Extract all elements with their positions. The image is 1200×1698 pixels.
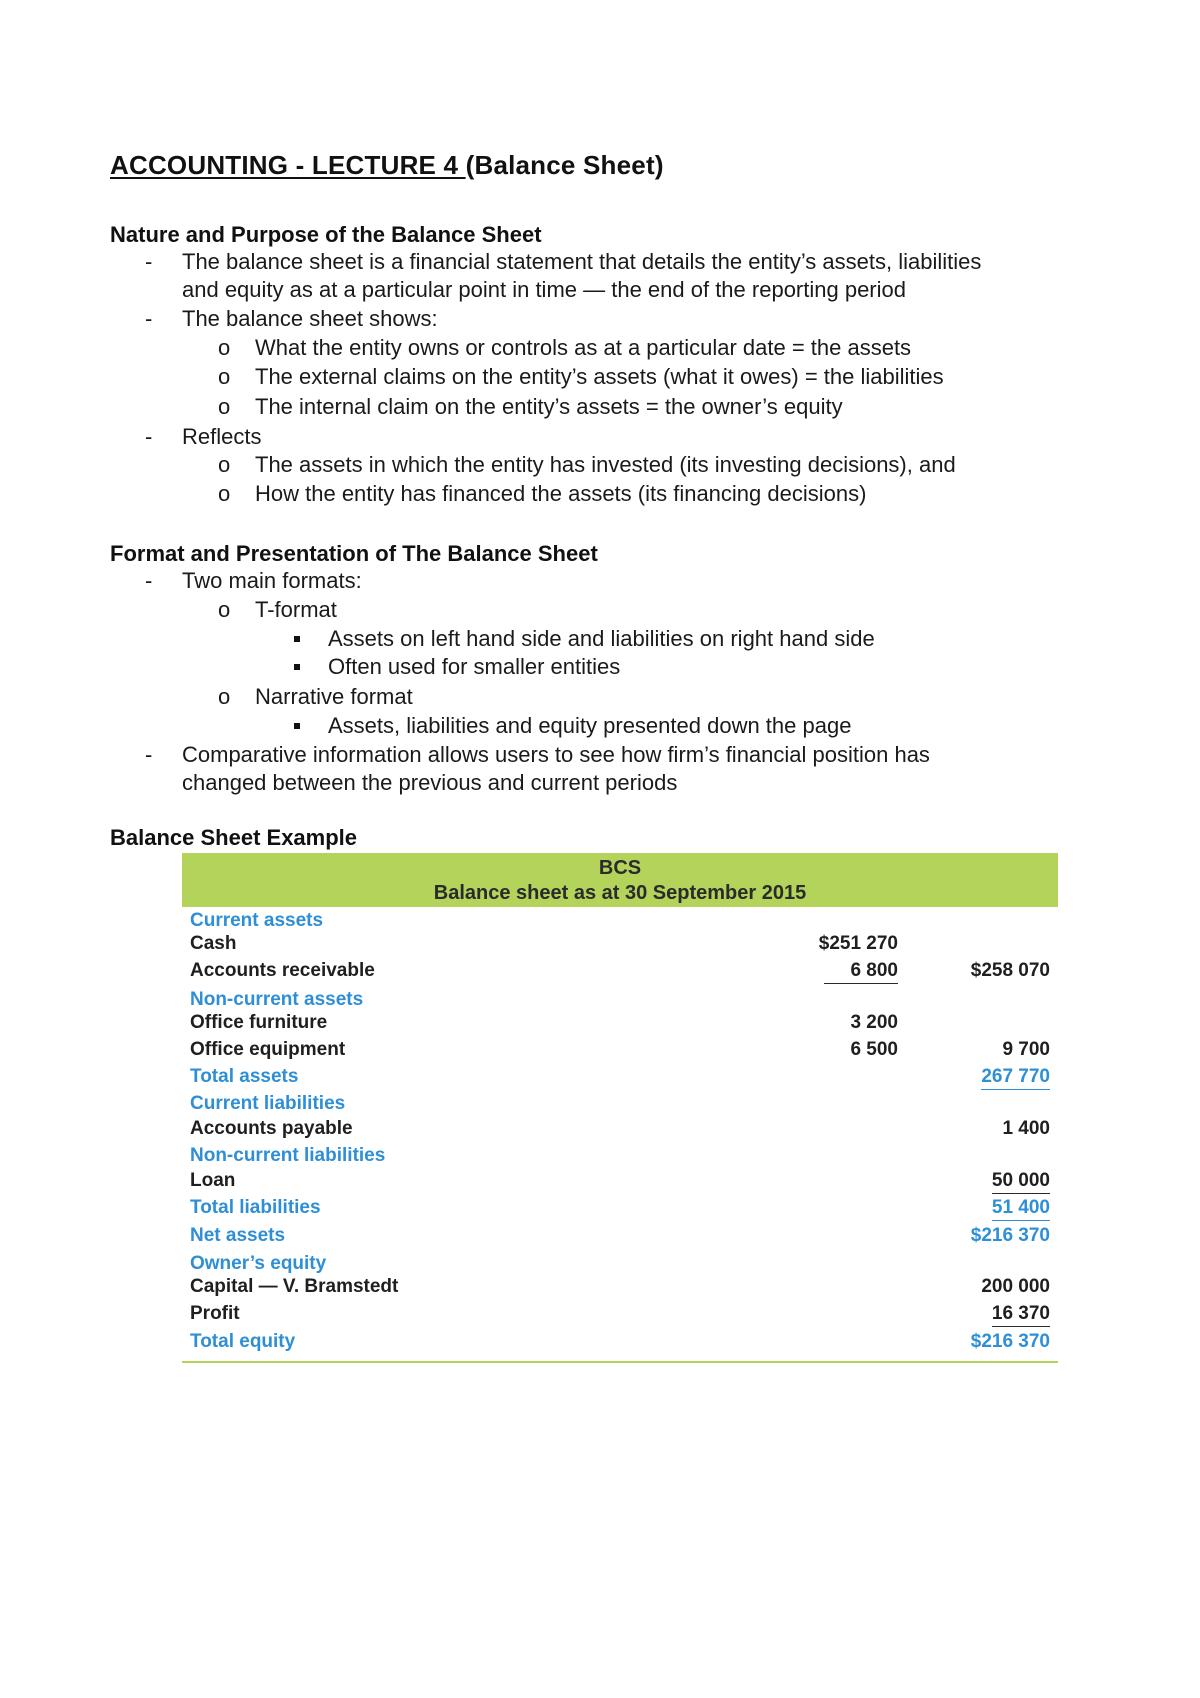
sub-sub-bullet-text: Often used for smaller entities — [328, 654, 621, 679]
bs-row — [182, 1331, 1058, 1357]
bullet-text: Reflects — [182, 424, 262, 449]
square-bullet-icon — [294, 664, 300, 670]
bs-row — [182, 1093, 1058, 1119]
dash-marker: - — [145, 424, 153, 449]
bs-row — [182, 1170, 1058, 1196]
bs-row — [182, 1197, 1058, 1223]
title-rest: (Balance Sheet) — [465, 150, 664, 180]
company-name: BCS — [598, 857, 642, 879]
current-liabilities-label: Current liabilities — [190, 1093, 346, 1114]
total-liabilities-label: Total liabilities — [190, 1197, 321, 1218]
dash-marker: - — [145, 568, 153, 593]
bs-row — [182, 1225, 1058, 1251]
owners-equity-label: Owner’s equity — [190, 1253, 327, 1274]
bs-row — [182, 1118, 1058, 1144]
bs-row — [182, 1039, 1058, 1065]
bs-row — [182, 1066, 1058, 1092]
office-equipment-amount: 6 500 — [850, 1039, 898, 1060]
total-assets-label: Total assets — [190, 1066, 299, 1087]
dash-marker: - — [145, 742, 153, 767]
net-assets-amount: $216 370 — [970, 1225, 1050, 1246]
non-current-liabilities-label: Non-current liabilities — [190, 1145, 386, 1166]
accounts-payable-label: Accounts payable — [190, 1118, 353, 1139]
circle-marker: o — [218, 452, 231, 477]
net-assets-label: Net assets — [190, 1225, 286, 1246]
cash-amount: $251 270 — [818, 933, 898, 954]
sub-bullet-text: How the entity has financed the assets (its financing decisions) — [255, 481, 867, 506]
section-heading-nature: Nature and Purpose of the Balance Sheet — [110, 222, 542, 247]
bullet-text: changed between the previous and current periods — [182, 770, 678, 795]
circle-marker: o — [218, 481, 231, 506]
section-heading-format: Format and Presentation of The Balance Sheet — [110, 541, 598, 566]
office-furniture-amount: 3 200 — [850, 1012, 898, 1033]
loan-label: Loan — [190, 1170, 236, 1191]
sub-bullet-text: T-format — [255, 597, 337, 622]
total-equity-amount: $216 370 — [970, 1331, 1050, 1352]
square-bullet-icon — [294, 636, 300, 642]
balance-sheet-figure — [182, 853, 1058, 1365]
sub-bullet-text: The external claims on the entity’s assets (what it owes) = the liabilities — [255, 364, 944, 389]
current-assets-total: $258 070 — [970, 960, 1050, 981]
bottom-rule — [182, 1361, 1058, 1363]
office-furniture-label: Office furniture — [190, 1012, 328, 1033]
page-title — [110, 150, 664, 181]
bullet-text: The balance sheet is a financial statement that details the entity’s assets, liabilities — [182, 249, 982, 274]
sub-sub-bullet-text: Assets on left hand side and liabilities on right hand side — [328, 626, 875, 651]
capital-amount: 200 000 — [981, 1276, 1050, 1297]
capital-label: Capital — V. Bramstedt — [190, 1276, 399, 1297]
non-current-assets-label: Non-current assets — [190, 989, 364, 1010]
bs-row — [182, 1303, 1058, 1329]
non-current-assets-total: 9 700 — [1002, 1039, 1050, 1060]
circle-marker: o — [218, 597, 231, 622]
square-bullet-icon — [294, 723, 300, 729]
bullet-text: The balance sheet shows: — [182, 306, 438, 331]
bs-row — [182, 1145, 1058, 1171]
profit-label: Profit — [190, 1303, 240, 1324]
dash-marker: - — [145, 306, 153, 331]
circle-marker: o — [218, 684, 231, 709]
sub-bullet-text: Narrative format — [255, 684, 413, 709]
accounts-receivable-label: Accounts receivable — [190, 960, 375, 981]
sub-bullet-text: What the entity owns or controls as at a particular date = the assets — [255, 335, 912, 360]
balance-sheet-subtitle: Balance sheet as at 30 September 2015 — [433, 882, 807, 904]
loan-amount: 50 000 — [992, 1170, 1050, 1194]
total-assets-amount: 267 770 — [981, 1066, 1050, 1090]
accounts-payable-amount: 1 400 — [1002, 1118, 1050, 1139]
bs-row — [182, 933, 1058, 959]
bs-row — [182, 960, 1058, 986]
sub-sub-bullet-text: Assets, liabilities and equity presented down the page — [328, 713, 852, 738]
dash-marker: - — [145, 249, 153, 274]
total-equity-label: Total equity — [190, 1331, 296, 1352]
bullet-text: Two main formats: — [182, 568, 362, 593]
section-heading-example: Balance Sheet Example — [110, 825, 358, 850]
balance-sheet-header — [182, 853, 1058, 907]
current-assets-label: Current assets — [190, 910, 324, 931]
accounts-receivable-amount: 6 800 — [824, 960, 898, 984]
total-liabilities-amount: 51 400 — [992, 1197, 1050, 1221]
bullet-text: and equity as at a particular point in time — the end of the reporting period — [182, 277, 906, 302]
profit-amount: 16 370 — [992, 1303, 1050, 1327]
title-underlined: ACCOUNTING - LECTURE 4 — [110, 150, 466, 180]
office-equipment-label: Office equipment — [190, 1039, 346, 1060]
bullet-text: Comparative information allows users to see how firm’s financial position has — [182, 742, 930, 767]
circle-marker: o — [218, 364, 231, 389]
bs-row — [182, 1012, 1058, 1038]
circle-marker: o — [218, 394, 231, 419]
bs-row — [182, 1276, 1058, 1302]
sub-bullet-text: The internal claim on the entity’s assets = the owner’s equity — [255, 394, 843, 419]
circle-marker: o — [218, 335, 231, 360]
sub-bullet-text: The assets in which the entity has invested (its investing decisions), and — [255, 452, 956, 477]
cash-label: Cash — [190, 933, 237, 954]
